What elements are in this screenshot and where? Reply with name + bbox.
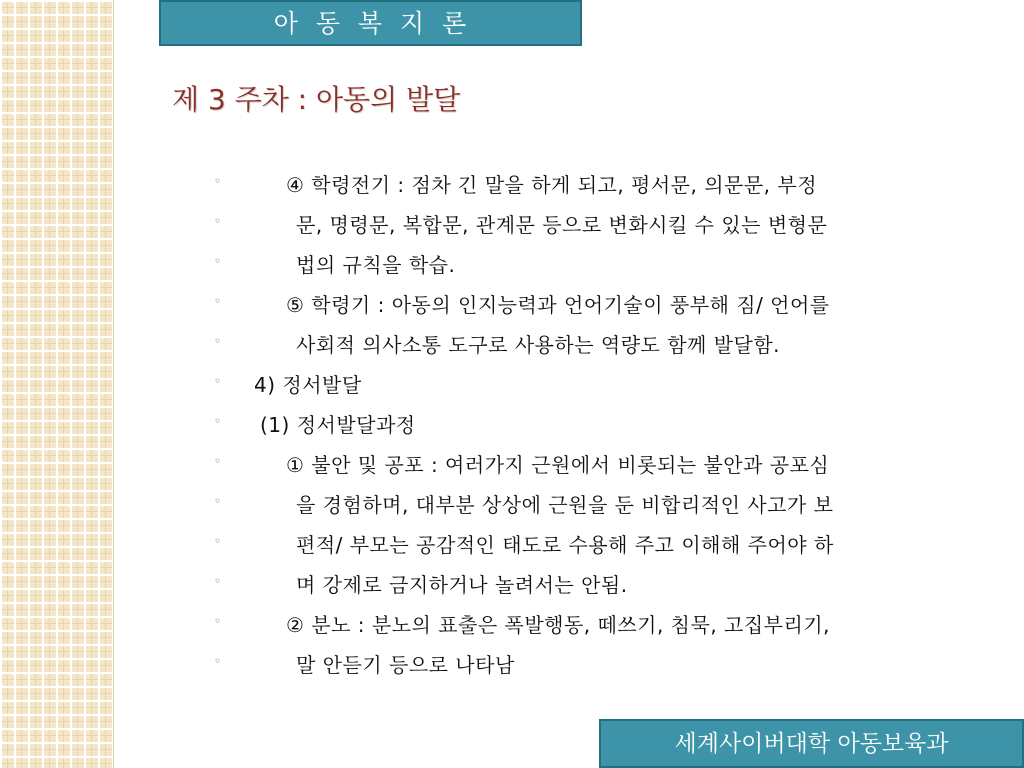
list-item-text: (1) 정서발달과정: [260, 413, 416, 437]
list-item: [0, 648, 1024, 682]
list-item-text: 사회적 의사소통 도구로 사용하는 역량도 함께 발달함.: [296, 333, 781, 357]
bullet-icon: ◦: [214, 294, 222, 308]
bullet-icon: ◦: [214, 494, 222, 508]
list-item: [0, 208, 1024, 242]
list-item: [0, 248, 1024, 282]
bullet-icon: ◦: [214, 614, 222, 628]
list-item-text: 편적/ 부모는 공감적인 태도로 수용해 주고 이해해 주어야 하: [296, 533, 834, 557]
list-item-text: ① 불안 및 공포 : 여러가지 근원에서 비롯되는 불안과 공포심: [286, 453, 830, 477]
list-item: [0, 448, 1024, 482]
list-item-text: 을 경험하며, 대부분 상상에 근원을 둔 비합리적인 사고가 보: [296, 493, 834, 517]
bullet-icon: ◦: [214, 174, 222, 188]
bullet-icon: ◦: [214, 654, 222, 668]
bullet-icon: ◦: [214, 574, 222, 588]
list-item-text: ② 분노 : 분노의 표출은 폭발행동, 떼쓰기, 침묵, 고집부리기,: [286, 613, 830, 637]
department-label: 세계사이버대학 아동보육과: [674, 731, 949, 757]
list-item: [0, 288, 1024, 322]
bullet-icon: ◦: [214, 214, 222, 228]
department-banner: [599, 719, 1024, 768]
bullet-icon: ◦: [214, 454, 222, 468]
course-title: 아 동 복 지 론: [273, 9, 468, 38]
course-title-banner: [159, 0, 582, 46]
list-item-text: 문, 명령문, 복합문, 관계문 등으로 변화시킬 수 있는 변형문: [296, 213, 828, 237]
list-item-text: 법의 규칙을 학습.: [296, 253, 456, 277]
list-item-text: 말 안듣기 등으로 나타남: [296, 653, 515, 677]
list-item: [0, 528, 1024, 562]
bullet-icon: ◦: [214, 534, 222, 548]
bullet-icon: ◦: [214, 414, 222, 428]
list-item-text: 며 강제로 금지하거나 놀려서는 안됨.: [296, 573, 628, 597]
list-item: [0, 408, 1024, 442]
list-item: [0, 328, 1024, 362]
list-item: [0, 488, 1024, 522]
list-item-text: 4) 정서발달: [254, 373, 362, 397]
list-item: [0, 368, 1024, 402]
bullet-icon: ◦: [214, 254, 222, 268]
list-item: [0, 608, 1024, 642]
bullet-icon: ◦: [214, 374, 222, 388]
list-item-text: ⑤ 학령기 : 아동의 인지능력과 언어기술이 풍부해 짐/ 언어를: [286, 293, 830, 317]
bullet-icon: ◦: [214, 334, 222, 348]
list-item: [0, 568, 1024, 602]
list-item-text: ④ 학령전기 : 점차 긴 말을 하게 되고, 평서문, 의문문, 부정: [286, 173, 818, 197]
page-title: 제 3 주차 : 아동의 발달: [172, 83, 461, 116]
list-item: [0, 168, 1024, 202]
